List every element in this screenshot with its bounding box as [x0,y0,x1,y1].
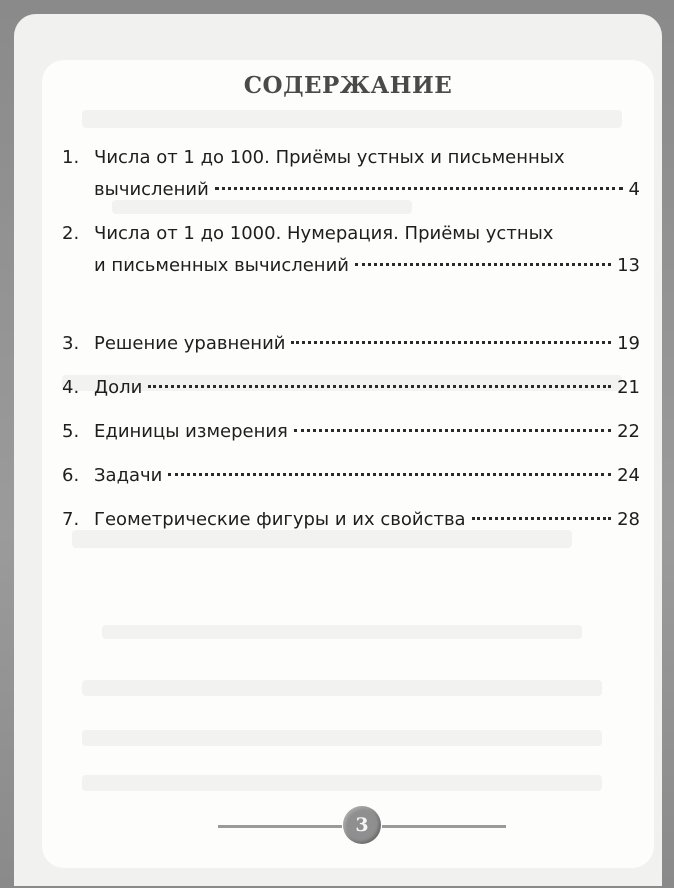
toc-entry-number: 3. [62,333,80,354]
toc-entry-title: Единицы измерения [94,421,288,442]
toc-entry-page: 21 [617,377,640,398]
dot-leader [472,517,612,520]
toc-entry-line [94,416,640,448]
toc-entry-number: 7. [62,509,80,530]
toc-entry-page: 4 [628,179,640,200]
dot-leader [294,429,611,432]
toc-entry-title: Числа от 1 до 1000. Нумерация. Приёмы устных [94,223,554,244]
toc-entry-number: 2. [62,223,80,244]
toc-entry-line [94,250,640,282]
bleed-through-mark [82,775,602,791]
toc-entry [62,460,640,492]
toc-entry-page: 19 [617,333,640,354]
toc-entry-title: Решение уравнений [94,333,286,354]
toc-entry [62,372,640,404]
toc-entry-line [94,218,640,250]
toc-entry-line [94,328,640,360]
toc-entry-number: 1. [62,147,80,168]
bleed-through-mark [82,110,622,128]
toc-entry-page: 22 [617,421,640,442]
toc-entry-line [94,174,640,206]
footer-rule-left [218,825,342,828]
toc-entry-line [94,504,640,536]
toc-entry-number: 5. [62,421,80,442]
bleed-through-mark [82,680,602,696]
toc-entry [62,218,640,284]
toc-entry-title: Геометрические фигуры и их свойства [94,509,466,530]
toc-entry-title: Доли [94,377,143,398]
toc-entry-title: и письменных вычислений [94,255,349,276]
toc-entry-page: 24 [617,465,640,486]
dot-leader [355,263,611,266]
toc-entry-line [94,142,640,174]
toc-entry-line [94,460,640,492]
toc-entry [62,416,640,448]
contents-panel [42,60,654,868]
bleed-through-mark [102,625,582,639]
toc-entry-line [94,372,640,404]
toc-entry [62,142,640,208]
toc-entry-page: 28 [617,509,640,530]
page-title: СОДЕРЖАНИЕ [243,72,453,99]
bleed-through-mark [82,730,602,746]
dot-leader [148,385,611,388]
toc-entry [62,504,640,536]
toc-entry-title: вычислений [94,179,209,200]
dot-leader [291,341,611,344]
toc-entry-title: Задачи [94,465,163,486]
page-number-badge: 3 [343,806,381,844]
dot-leader [215,187,623,190]
book-page [14,14,662,886]
toc-entry-number: 6. [62,465,80,486]
page-footer [42,806,654,846]
toc-entry [62,328,640,360]
toc-entry-number: 4. [62,377,80,398]
toc-entry-title: Числа от 1 до 100. Приёмы устных и письменных [94,147,565,168]
dot-leader [168,473,611,476]
footer-rule-right [382,825,506,828]
toc-entry-page: 13 [617,255,640,276]
